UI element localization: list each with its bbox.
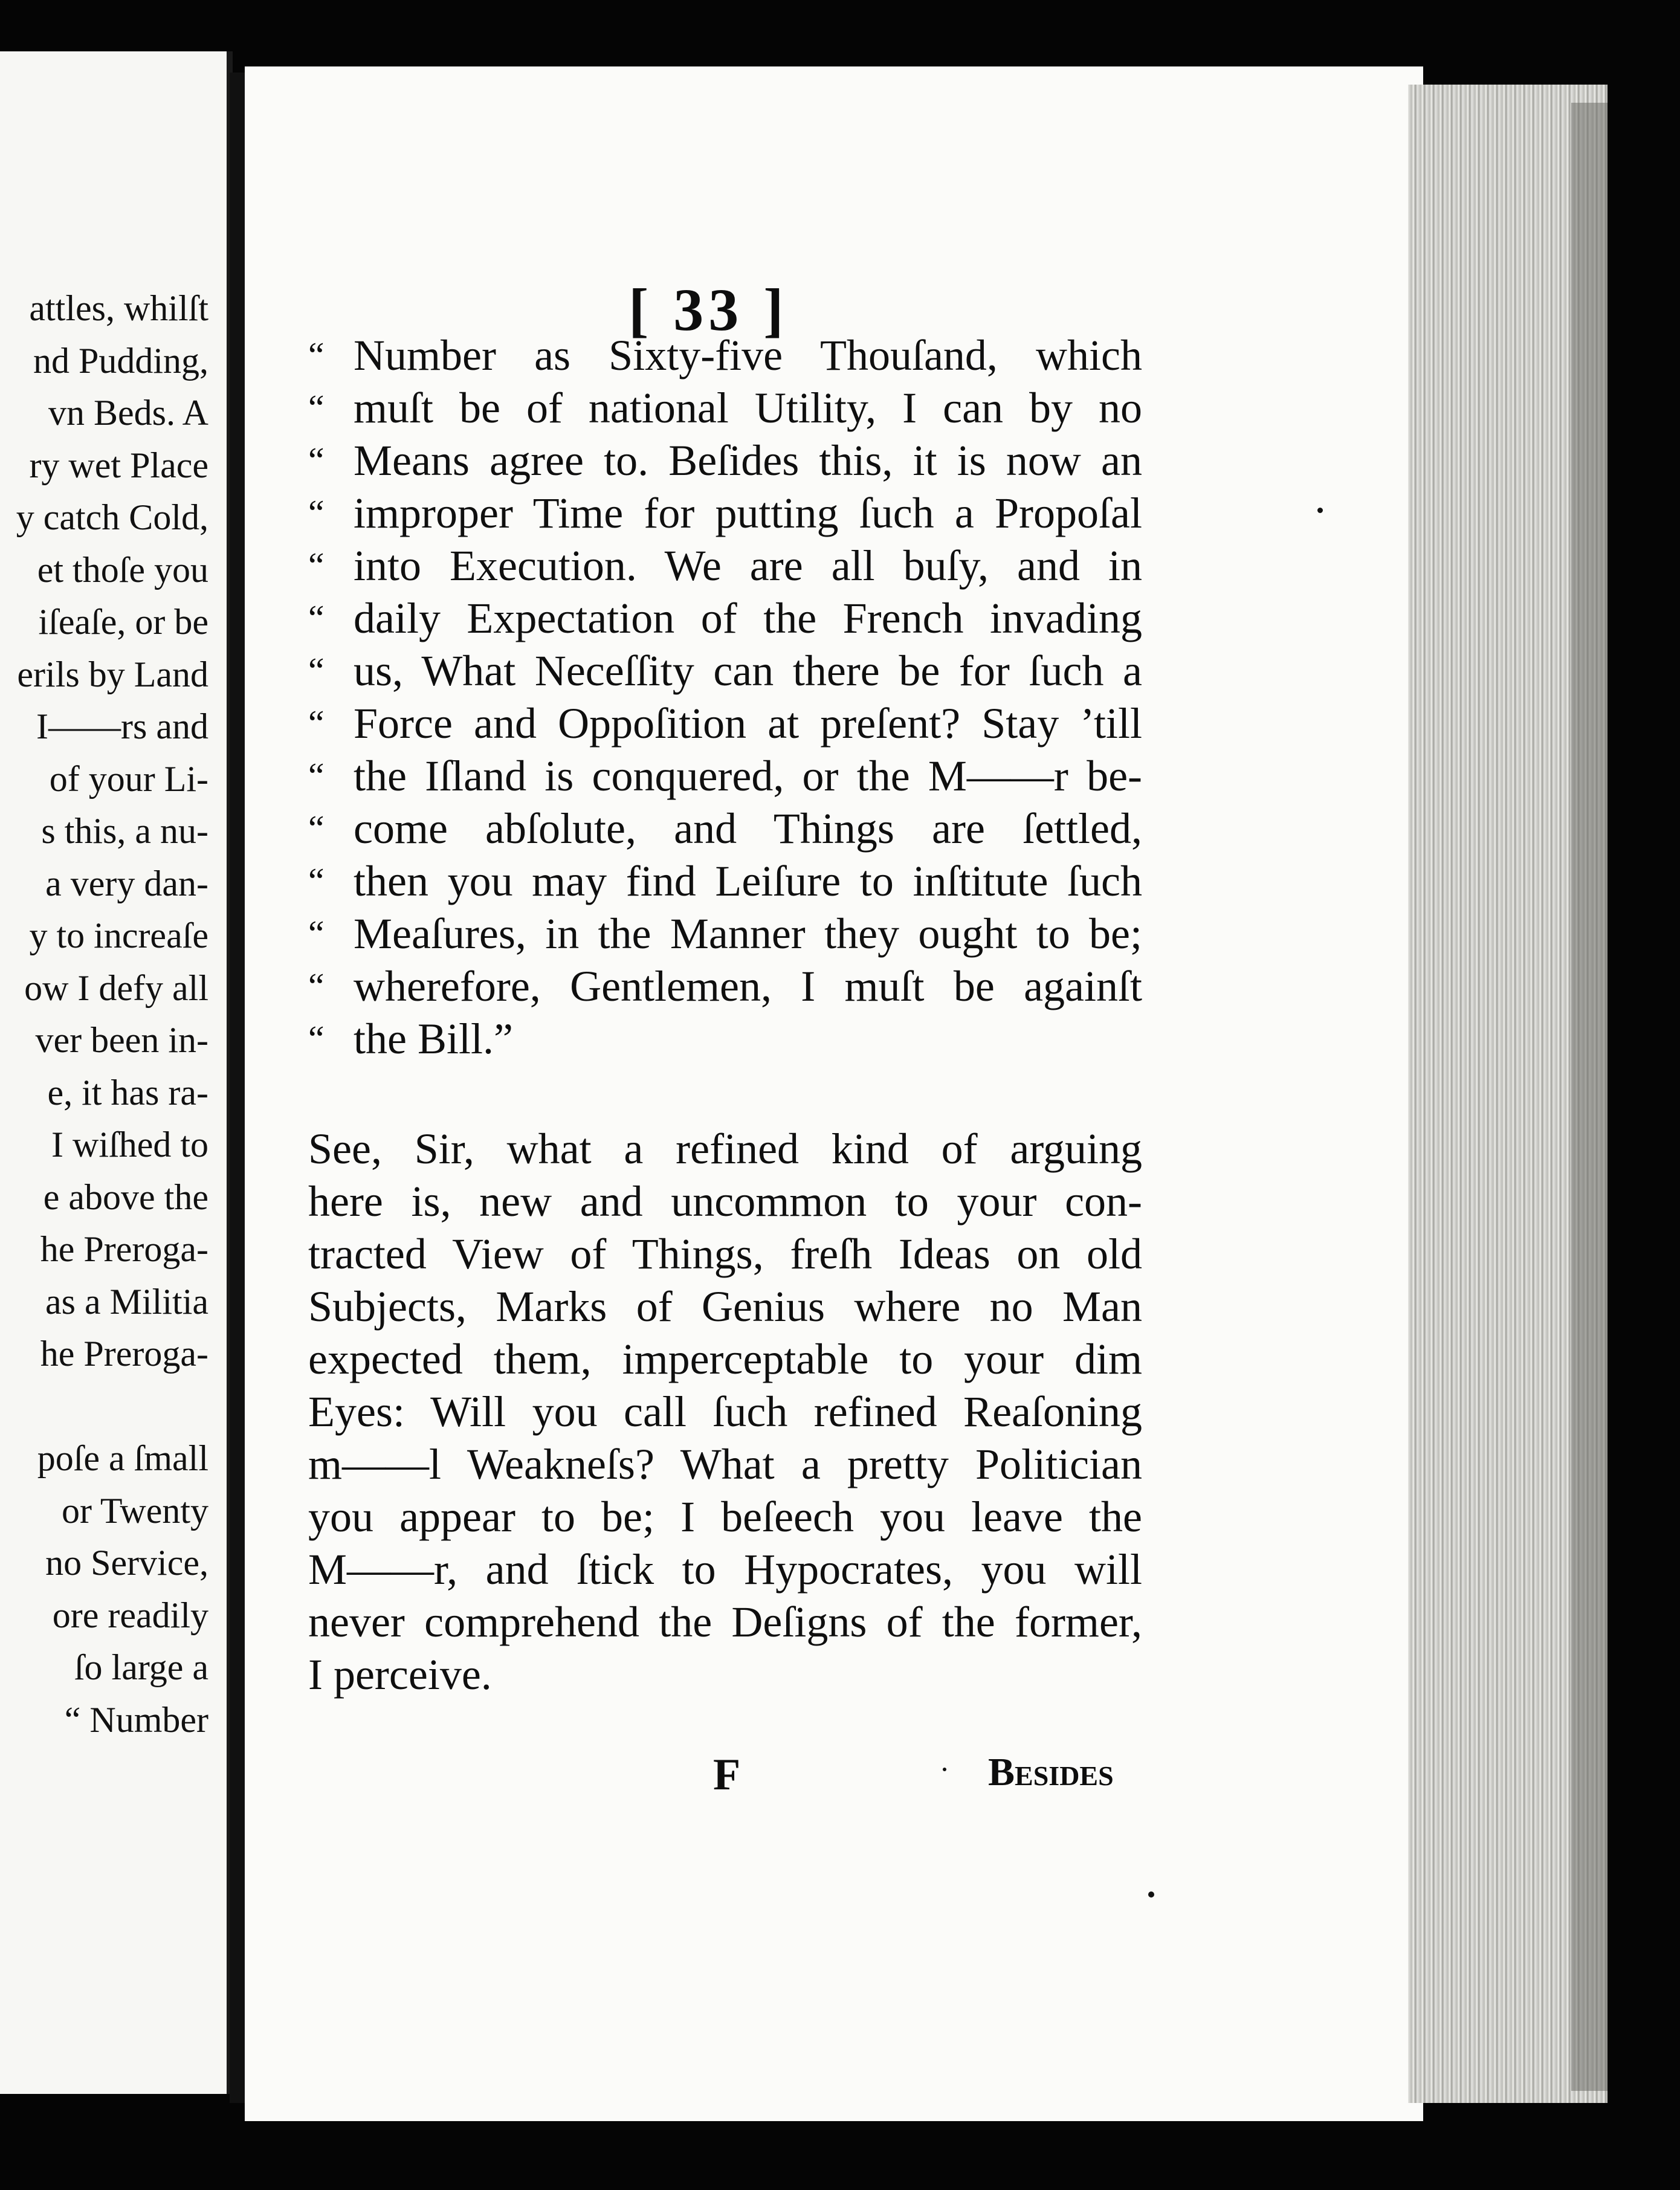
quoted-line-text: come abſolute, and Things are ſettled, [354, 804, 1142, 853]
quoted-line [308, 382, 1142, 434]
left-page-line: y catch Cold, [16, 497, 208, 537]
quoted-line-text: the Iſland is conquered, or the M——r be- [354, 752, 1142, 800]
left-page-line: erils by Land [17, 654, 208, 694]
paragraph-gap [308, 1065, 1142, 1123]
quote-mark: “ [308, 651, 325, 691]
paragraph-line: Subjects, Marks of Genius where no Man [308, 1282, 1142, 1331]
left-page-line: vn Beds. A [48, 393, 208, 433]
quoted-line [308, 803, 1142, 855]
quoted-line [308, 1013, 1142, 1065]
left-page-line: e, it has ra- [47, 1072, 208, 1113]
quoted-line [308, 645, 1142, 697]
left-page-line: of your Li- [49, 758, 208, 799]
left-page-line: “ Number [64, 1699, 208, 1740]
left-page-line: as a Militia [45, 1281, 208, 1322]
quoted-line [308, 487, 1142, 540]
quote-mark: “ [308, 756, 325, 796]
quoted-line-text: us, What Neceſſity can there be for ſuch a [354, 647, 1142, 695]
quoted-line [308, 960, 1142, 1013]
quote-mark: “ [308, 546, 325, 586]
left-page-line: I wiſhed to [51, 1125, 208, 1164]
left-page-line: I——rs and [36, 706, 208, 746]
quoted-line [308, 855, 1142, 908]
left-page-line: he Preroga- [40, 1334, 208, 1374]
quote-mark: “ [308, 1019, 325, 1059]
left-page-line: a very dan- [45, 863, 208, 903]
quoted-line [308, 908, 1142, 960]
paragraph-line: Eyes: Will you call ſuch refined Reaſoning [308, 1387, 1142, 1436]
left-page-line: y to increaſe [29, 916, 208, 955]
paragraph-line: expected them, imperceptable to your dim [308, 1335, 1142, 1383]
quote-mark: “ [308, 335, 325, 375]
quote-mark: “ [308, 703, 325, 743]
quote-mark: “ [308, 598, 325, 638]
left-page-line: ry wet Place [29, 445, 208, 485]
paragraph-line: M——r, and ſtick to Hypocrates, you will [308, 1545, 1142, 1594]
ink-speck [1148, 1891, 1154, 1898]
left-page-line: nd Pudding, [33, 340, 208, 381]
quote-mark: “ [308, 493, 325, 533]
quoted-line-text: then you may find Leiſure to inſtitute ſuch [354, 857, 1142, 905]
quoted-line-text: improper Time for putting ſuch a Propoſal [354, 489, 1142, 537]
quoted-line-text: wherefore, Gentlemen, I muſt be againſt [354, 962, 1142, 1010]
quoted-line-text: daily Expectation of the French invading [354, 594, 1142, 642]
paragraph-line: here is, new and uncommon to your con- [308, 1177, 1142, 1226]
quoted-line [308, 697, 1142, 750]
quoted-line [308, 434, 1142, 487]
left-page-line: ſo large a [74, 1647, 208, 1687]
left-page-line: ver been in- [35, 1020, 208, 1060]
quote-mark: “ [308, 441, 325, 480]
left-page-line: he Preroga- [40, 1229, 208, 1269]
left-page [0, 51, 233, 2094]
paragraph [308, 1123, 1142, 1701]
paragraph-line: tracted View of Things, freſh Ideas on old [308, 1230, 1142, 1278]
quoted-line-text: Force and Oppoſition at preſent? Stay ’till [354, 699, 1142, 748]
catchword: Besides [988, 1750, 1114, 1794]
quote-mark: “ [308, 388, 325, 428]
quoted-line-text: the Bill.” [354, 1015, 513, 1063]
left-page-line: iſeaſe, or be [38, 602, 208, 642]
ink-speck [943, 1768, 946, 1771]
page-edge-shadow [1571, 103, 1607, 2091]
quoted-line [308, 540, 1142, 592]
paragraph-line: See, Sir, what a refined kind of arguing [308, 1125, 1142, 1173]
left-page-line: or Twenty [62, 1490, 208, 1531]
signature-mark: F [713, 1750, 741, 1800]
page-number-header: [ 33 ] [628, 276, 789, 343]
paragraph-line: you appear to be; I beſeech you leave the [308, 1493, 1142, 1541]
left-page-line: no Service, [45, 1543, 208, 1583]
quoted-line-text: muſt be of national Utility, I can by no [354, 384, 1142, 432]
left-page-line: poſe a ſmall [37, 1438, 208, 1478]
quote-mark: “ [308, 809, 325, 848]
page-body [308, 329, 1142, 1701]
quoted-speech [308, 329, 1142, 1065]
quoted-line-text: Number as Sixty-five Thouſand, which [354, 331, 1142, 380]
quoted-line-text: Meaſures, in the Manner they ought to be; [354, 909, 1142, 958]
left-page-line: s this, a nu- [41, 811, 208, 851]
quoted-line-text: Means agree to. Beſides this, it is now an [354, 436, 1142, 485]
quote-mark: “ [308, 966, 325, 1006]
ink-speck [1317, 508, 1323, 513]
left-page-line: ore readily [52, 1595, 208, 1635]
left-page-line: e above the [43, 1177, 208, 1217]
left-page-line: et thoſe you [37, 549, 208, 590]
quote-mark: “ [308, 861, 325, 901]
left-page-line: ow I defy all [24, 967, 208, 1008]
paragraph-line: never comprehend the Deſigns of the former, [308, 1598, 1142, 1646]
quoted-line-text: into Execution. We are all buſy, and in [354, 541, 1142, 590]
quote-mark: “ [308, 914, 325, 954]
quoted-line [308, 329, 1142, 382]
quoted-line [308, 750, 1142, 803]
left-page-line: attles, whilſt [29, 288, 208, 328]
quoted-line [308, 592, 1142, 645]
paragraph-line: m——l Weakneſs? What a pretty Politician [308, 1440, 1142, 1488]
paragraph-line: I perceive. [308, 1650, 492, 1699]
